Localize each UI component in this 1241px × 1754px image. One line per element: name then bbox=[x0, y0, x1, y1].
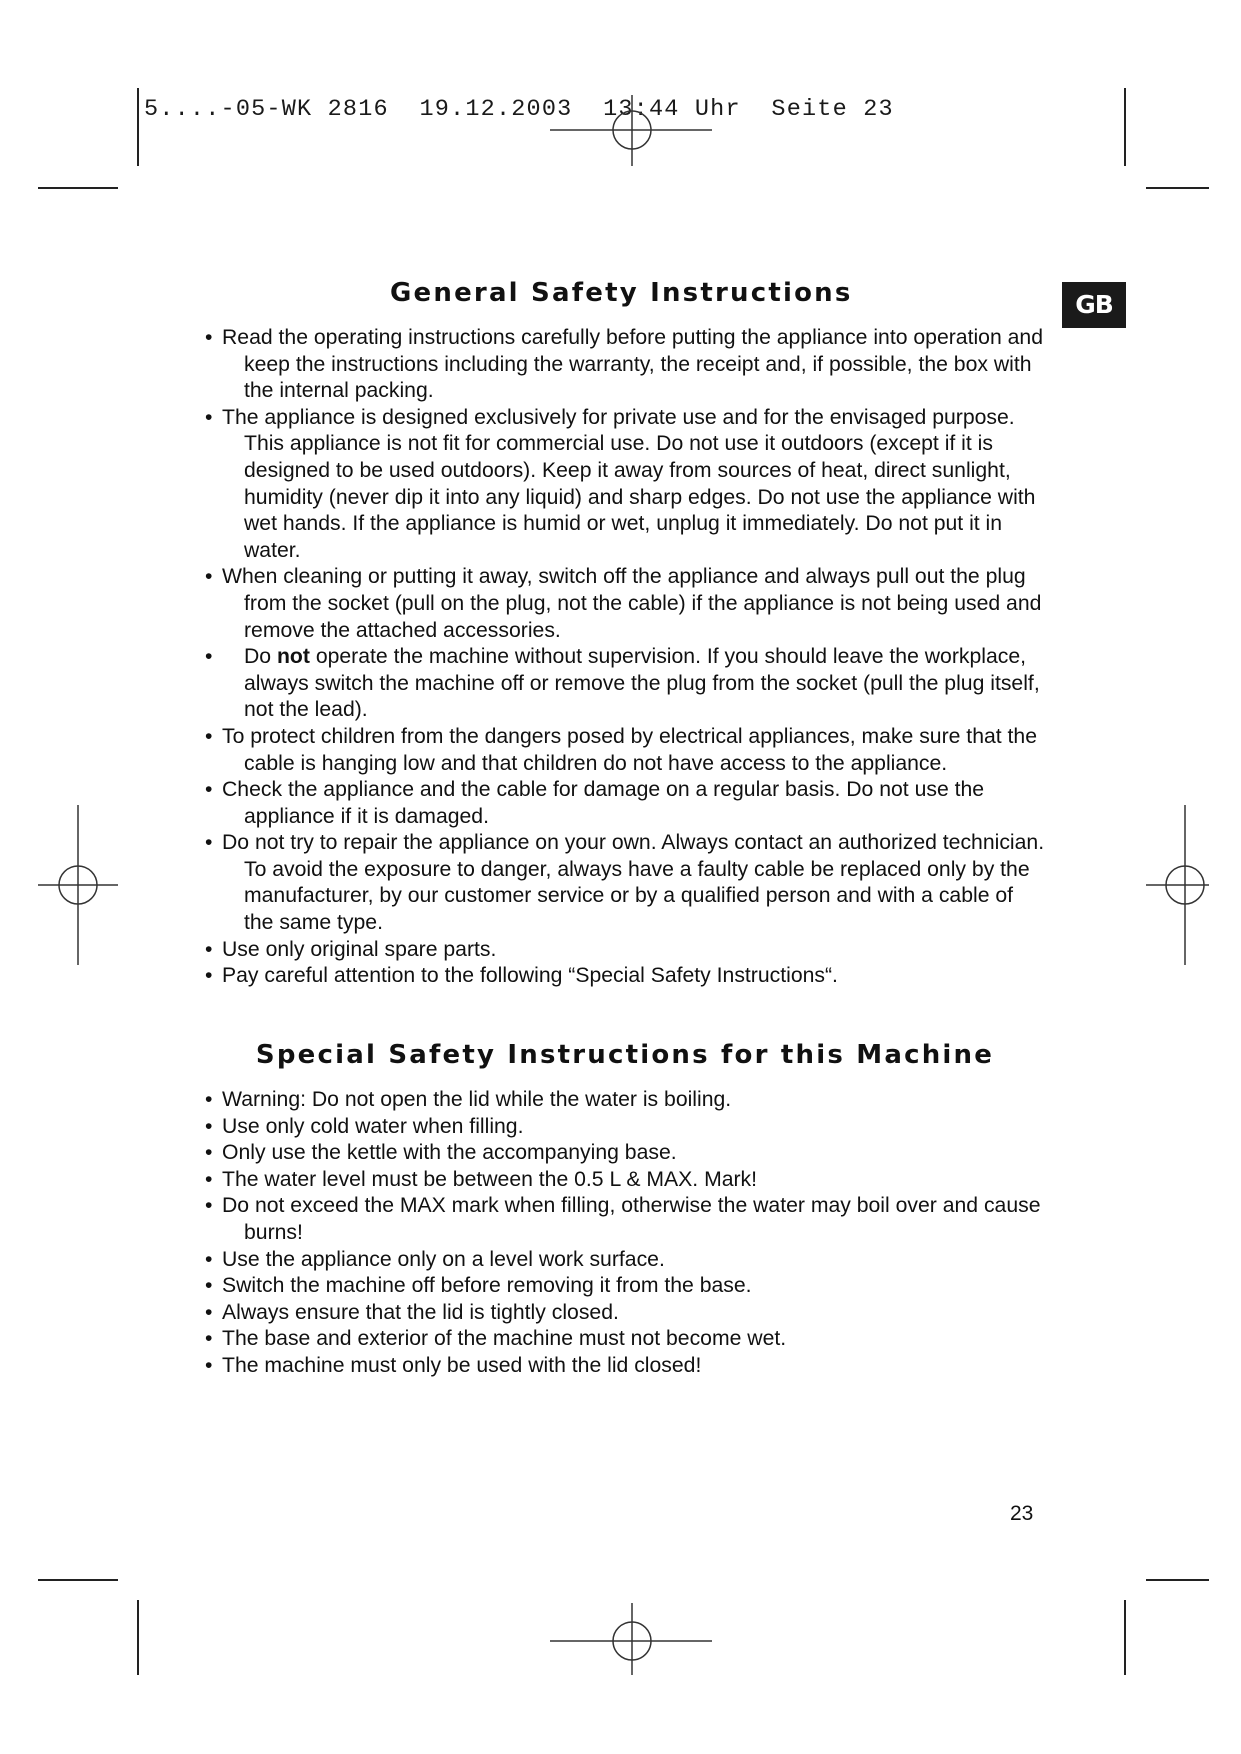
bullet-icon: • bbox=[205, 326, 213, 349]
special-safety-list bbox=[205, 1087, 1045, 1380]
list-item-text: Check the appliance and the cable for damage on a regular basis. Do not use the appliance if it is damaged. bbox=[222, 778, 985, 828]
bullet-icon: • bbox=[205, 1300, 213, 1324]
list-item bbox=[205, 1300, 1045, 1327]
list-item bbox=[205, 1140, 1045, 1167]
list-item bbox=[205, 724, 1045, 777]
list-item-text: Use the appliance only on a level work surface. bbox=[222, 1247, 665, 1271]
bullet-icon: • bbox=[205, 937, 213, 961]
list-item bbox=[205, 777, 1045, 830]
list-item-text: When cleaning or putting it away, switch off the appliance and always pull out the plug from the socket (pull on the plug, not the cable) if the appliance is not being used and remove the attached accessories. bbox=[222, 565, 1042, 642]
bullet-icon: • bbox=[205, 1088, 213, 1111]
list-item bbox=[205, 1353, 1045, 1380]
list-item bbox=[205, 644, 1045, 724]
list-item-text: The base and exterior of the machine must not become wet. bbox=[222, 1327, 787, 1351]
registration-target-left bbox=[38, 805, 118, 965]
bullet-icon: • bbox=[205, 645, 213, 669]
list-item-text: Always ensure that the lid is tightly closed. bbox=[222, 1300, 619, 1324]
bullet-icon: • bbox=[205, 778, 213, 802]
bullet-icon: • bbox=[205, 831, 213, 855]
list-item bbox=[205, 1247, 1045, 1274]
bullet-icon: • bbox=[205, 964, 213, 988]
list-item bbox=[205, 564, 1045, 644]
bullet-icon: • bbox=[205, 1167, 213, 1191]
list-item bbox=[205, 1326, 1045, 1353]
general-safety-list bbox=[205, 325, 1045, 990]
language-tab-gb: GB bbox=[1062, 282, 1126, 328]
bullet-icon: • bbox=[205, 1114, 213, 1138]
list-item bbox=[205, 1167, 1045, 1194]
bullet-icon: • bbox=[205, 724, 213, 748]
list-item-text: Use only original spare parts. bbox=[222, 937, 497, 961]
list-item-text: Do not exceed the MAX mark when filling, otherwise the water may boil over and cause burns! bbox=[222, 1194, 1041, 1244]
list-item bbox=[205, 1193, 1045, 1246]
print-slug-line: 5....-05-WK 2816 19.12.2003 13:44 Uhr Seite 23 bbox=[144, 96, 894, 123]
registration-target-right bbox=[1146, 805, 1209, 965]
list-item bbox=[205, 1114, 1045, 1141]
list-item-text: Use only cold water when filling. bbox=[222, 1114, 524, 1138]
list-item bbox=[205, 1273, 1045, 1300]
bullet-icon: • bbox=[205, 1247, 213, 1271]
list-item-text: Pay careful attention to the following “Special Safety Instructions“. bbox=[222, 964, 838, 988]
list-item-text-bold: not bbox=[276, 645, 310, 669]
list-item bbox=[205, 963, 1045, 990]
list-item bbox=[205, 937, 1045, 964]
list-item-text: The machine must only be used with the lid closed! bbox=[222, 1353, 702, 1377]
list-item-text: Only use the kettle with the accompanying base. bbox=[222, 1141, 677, 1165]
bullet-icon: • bbox=[205, 1353, 213, 1377]
list-item-text: The appliance is designed exclusively for private use and for the envisaged purpose. This appliance is not fit for commercial use. Do not use it outdoors (except if it is designed to be used outdoors). Keep it away from sources of heat, direct sunlight, humidity (never dip it into any liquid) and sharp edges. Do not use the appliance with wet hands. If the appliance is humid or wet, unplug it immediately. Do not put it in water. bbox=[222, 405, 1036, 562]
list-item bbox=[205, 405, 1045, 565]
special-safety-title: Special Safety Instructions for this Machine bbox=[255, 1040, 995, 1070]
list-item-text-after: operate the machine without supervision. If you should leave the workplace, always switch the machine off or remove the plug from the socket (pull the plug itself, not the lead). bbox=[244, 645, 1040, 722]
bullet-icon: • bbox=[205, 1141, 213, 1165]
bullet-icon: • bbox=[205, 1194, 213, 1218]
registration-target-bottom bbox=[550, 1603, 712, 1675]
bullet-icon: • bbox=[205, 1327, 213, 1351]
page-number: 23 bbox=[1010, 1502, 1034, 1525]
general-safety-title: General Safety Instructions bbox=[390, 278, 853, 308]
list-item bbox=[205, 830, 1045, 936]
registration-target-top bbox=[550, 95, 712, 166]
list-item-text: Switch the machine off before removing it from the base. bbox=[222, 1274, 752, 1298]
list-item bbox=[205, 1087, 1045, 1114]
list-item-text: Warning: Do not open the lid while the water is boiling. bbox=[222, 1088, 732, 1111]
bullet-icon: • bbox=[205, 405, 213, 429]
list-item-text: Do not try to repair the appliance on your own. Always contact an authorized technician. To avoid the exposure to danger, always have a faulty cable be replaced only by the manufacturer, by our customer service or by a qualified person and with a cable of the same type. bbox=[222, 831, 1045, 935]
list-item-text-before: Do bbox=[244, 645, 277, 669]
list-item-text: The water level must be between the 0.5 L & MAX. Mark! bbox=[222, 1167, 758, 1191]
list-item-text: To protect children from the dangers posed by electrical appliances, make sure that the cable is hanging low and that children do not have access to the appliance. bbox=[222, 724, 1037, 775]
list-item bbox=[205, 325, 1045, 405]
list-item-text: Read the operating instructions carefully before putting the appliance into operation and keep the instructions including the warranty, the receipt and, if possible, the box with the internal packing. bbox=[222, 326, 1043, 403]
bullet-icon: • bbox=[205, 565, 213, 589]
bullet-icon: • bbox=[205, 1274, 213, 1298]
